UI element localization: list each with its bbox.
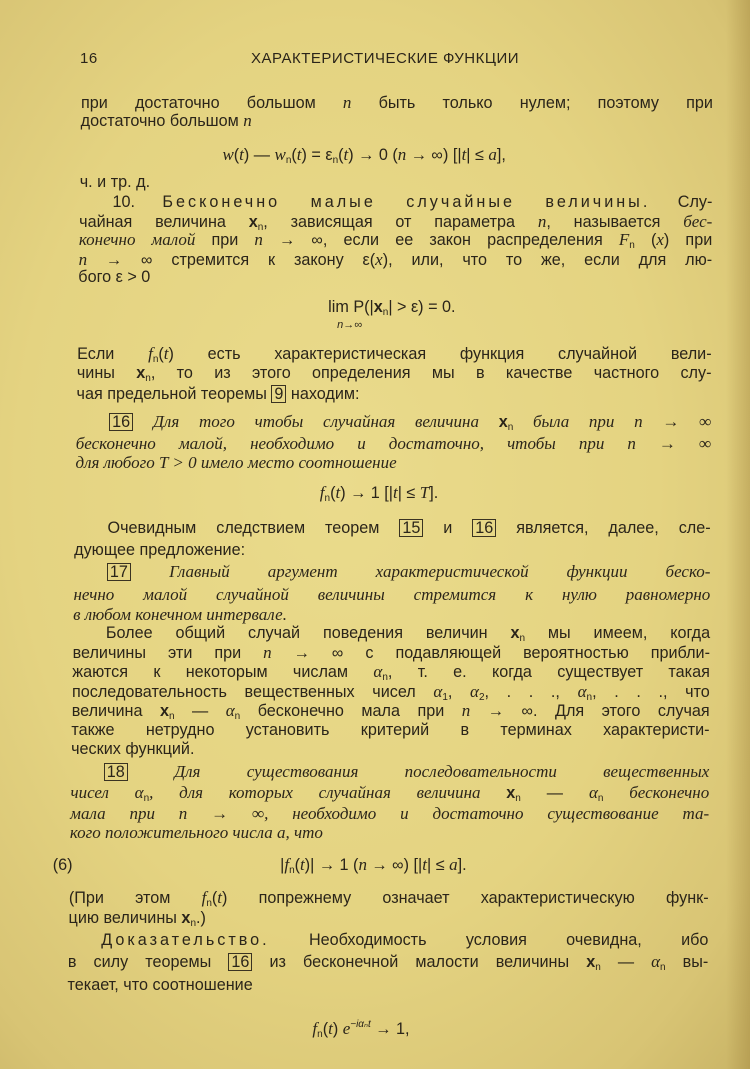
text-run: чайная величина	[79, 213, 249, 231]
text-line	[75, 453, 711, 473]
text-line	[107, 562, 711, 582]
text-run: ) есть характеристическая функция случайной вели-	[168, 345, 712, 363]
page-number: 16	[80, 50, 98, 67]
text-line	[112, 192, 712, 212]
subscript: n	[234, 711, 241, 722]
text-line	[70, 783, 709, 803]
text-run: Если	[77, 345, 149, 363]
text-run: (	[322, 1020, 329, 1038]
text-line	[109, 412, 711, 432]
text-line	[71, 739, 709, 759]
subscript: n	[206, 898, 212, 909]
text-run: ), или, что то же, если для лю-	[382, 251, 713, 269]
text-run: |	[280, 856, 285, 874]
text-line	[106, 623, 710, 643]
text-run: достаточно большом	[80, 112, 244, 130]
text-run: (	[158, 345, 164, 363]
bold-variable: x	[248, 213, 258, 231]
italic-text: w	[222, 145, 234, 164]
running-header	[0, 50, 750, 70]
subscript: n	[324, 493, 331, 504]
subscript: n	[190, 918, 196, 929]
subscript: n	[332, 155, 339, 166]
italic-text: t	[300, 855, 305, 874]
text-run: ч. и тр. д.	[79, 173, 151, 191]
text-run: бого ε > 0	[78, 268, 151, 286]
italic-text: t	[335, 483, 341, 502]
italic-text: α	[433, 682, 443, 701]
text-run: Очевидным следствием теорем	[107, 519, 400, 537]
text-run: при	[195, 231, 255, 249]
text-run: из бесконечной малости величины	[252, 953, 587, 971]
text-run: → ∞, если ее закон распределения	[262, 231, 619, 249]
bold-variable: x	[510, 624, 520, 642]
italic-text: , для которых случайная величина	[149, 783, 507, 802]
text-line	[78, 267, 712, 287]
italic-text: кого положительного числа a, что	[69, 823, 323, 842]
text-run: ],	[496, 146, 506, 164]
text-line	[79, 230, 712, 250]
text-run: | ≤	[427, 856, 450, 874]
text-run: вы-	[665, 953, 709, 971]
subscript: n	[382, 307, 389, 318]
text-run: .)	[196, 909, 206, 927]
text-run: Более общий случай поведения величин	[105, 624, 511, 642]
text-line	[81, 93, 713, 113]
italic-text: n	[263, 643, 272, 662]
text-line	[69, 908, 709, 928]
text-run: (	[330, 484, 336, 502]
text-run: ].	[457, 856, 467, 874]
theorem-reference: 16	[109, 413, 133, 431]
italic-text: чисел α	[70, 783, 144, 802]
italic-text: α	[651, 952, 661, 971]
text-run	[131, 563, 169, 581]
theorem-reference: 15	[399, 519, 423, 537]
text-run: | ≤	[397, 484, 420, 502]
bold-variable: x	[506, 784, 516, 802]
text-line	[76, 434, 711, 454]
text-run: (	[294, 856, 301, 874]
italic-text: конечно малой	[78, 230, 196, 249]
subscript: n	[145, 373, 151, 384]
display-formula	[0, 145, 739, 165]
superscript: −iαₙt	[350, 1019, 371, 1030]
text-run: чины	[76, 364, 137, 382]
bold-variable: x	[498, 413, 508, 431]
text-run: (	[233, 146, 240, 164]
italic-text: α	[577, 682, 587, 701]
text-run: находим:	[286, 385, 360, 403]
italic-text: для любого T > 0 имело место соотношение	[75, 453, 397, 472]
text-line	[73, 643, 710, 663]
italic-text: F	[618, 230, 630, 249]
italic-text: a	[449, 855, 458, 874]
text-line	[77, 384, 712, 404]
text-run: последовательность вещественных чисел	[71, 683, 434, 701]
italic-text: Для того чтобы случайная величина	[153, 412, 499, 431]
subscript: n	[317, 1029, 323, 1040]
bold-variable: x	[159, 702, 169, 720]
text-line	[73, 605, 710, 625]
text-run: , т. е. когда существует такая	[387, 663, 710, 681]
text-run: цию величины	[68, 909, 182, 927]
theorem-reference: 16	[472, 519, 496, 537]
text-line	[73, 585, 710, 605]
theorem-reference: 18	[104, 763, 128, 781]
italic-text: t	[392, 483, 398, 502]
text-run: —	[520, 784, 589, 802]
text-run: | ≤	[466, 146, 489, 164]
text-run: ) при	[663, 231, 713, 249]
italic-text: w	[274, 145, 286, 164]
text-run: → ∞. Для этого случая	[470, 702, 710, 720]
italic-text: бесконечно	[603, 783, 710, 802]
display-formula	[0, 313, 725, 333]
italic-text: f	[201, 888, 207, 907]
text-line	[71, 720, 709, 740]
text-run	[133, 413, 153, 431]
text-run: —	[174, 702, 226, 720]
text-run: ].	[429, 484, 439, 502]
subscript: n	[507, 422, 514, 433]
italic-text: n	[243, 111, 252, 130]
italic-text: в любом конечном интервале.	[73, 605, 287, 624]
italic-text: t	[163, 344, 169, 363]
text-run: → 1,	[370, 1020, 410, 1038]
text-run: дующее предложение:	[74, 541, 246, 559]
text-line	[70, 804, 709, 824]
text-run: (	[211, 889, 218, 907]
italic-text: n	[254, 230, 263, 249]
text-line	[101, 930, 708, 950]
text-run: , зависящая от параметра	[263, 213, 538, 231]
text-run: , . . ., что	[592, 683, 710, 701]
text-line	[79, 212, 712, 232]
italic-text: мала при n → ∞, необходимо и достаточно существование та-	[70, 804, 710, 823]
subscript: n	[595, 962, 601, 973]
text-line	[104, 762, 710, 782]
text-run: ) → 1 [|	[340, 484, 393, 502]
subscript: n	[168, 711, 175, 722]
text-run: Необходимость условия очевидна, ибо	[269, 931, 709, 949]
text-line	[77, 344, 711, 364]
text-run	[128, 763, 175, 781]
theorem-reference: 9	[271, 385, 286, 403]
spaced-heading: Доказательство.	[101, 931, 270, 949]
italic-text: t	[422, 855, 427, 874]
subscript: n	[285, 155, 292, 166]
text-line	[68, 952, 708, 972]
italic-text: x	[375, 250, 383, 269]
text-line	[72, 662, 710, 682]
subscript: n	[660, 962, 666, 973]
italic-text: бес-	[683, 212, 713, 231]
text-run: , то из этого определения мы в качестве частного слу-	[150, 364, 712, 382]
italic-text: n	[397, 145, 407, 164]
italic-text: α	[588, 783, 598, 802]
italic-text: x	[656, 230, 664, 249]
chapter-title: ХАРАКТЕРИСТИЧЕСКИЕ ФУНКЦИИ	[251, 50, 519, 67]
italic-text: Главный аргумент характеристической функции беско-	[169, 562, 711, 581]
text-run: ) попрежнему означает характеристическую функ-	[222, 889, 709, 907]
text-run: ческих функций.	[71, 740, 195, 758]
italic-text: f	[284, 855, 290, 874]
theorem-reference: 16	[228, 953, 252, 971]
text-run: величины эти при	[72, 644, 264, 662]
text-run: → ∞) [|	[366, 856, 423, 874]
italic-text: T	[419, 483, 430, 502]
text-run: текает, что соотношение	[67, 976, 253, 994]
text-run: —	[600, 953, 652, 971]
text-run: ) —	[243, 146, 275, 164]
bold-variable: x	[181, 909, 191, 927]
italic-text: α	[470, 682, 479, 701]
text-run: бесконечно мала при	[240, 702, 462, 720]
text-run: величина	[71, 702, 160, 720]
italic-text: α	[373, 662, 383, 681]
text-run: жаются к некоторым числам	[72, 663, 374, 681]
text-run: в силу теоремы	[67, 953, 229, 971]
text-line	[68, 975, 709, 995]
limit-subscript: n→∞	[337, 319, 363, 331]
text-line	[69, 888, 709, 908]
text-run: ) = ε	[301, 146, 333, 164]
text-run: мы имеем, когда	[525, 624, 711, 642]
text-line	[77, 363, 712, 383]
text-run: )| → 1 (	[304, 856, 359, 874]
text-line	[72, 701, 710, 721]
text-run: , называется	[546, 213, 684, 231]
italic-text: была при n → ∞	[513, 412, 712, 431]
text-run: lim P(|	[328, 298, 374, 316]
display-formula	[4, 483, 750, 503]
text-run: (При этом	[68, 889, 202, 907]
subscript: n	[597, 793, 604, 804]
text-run: | > ε) = 0.	[388, 298, 456, 316]
italic-text: n	[358, 855, 367, 874]
subscript: n	[143, 793, 150, 804]
text-run: (	[291, 146, 297, 164]
italic-text: t	[217, 888, 223, 907]
text-run: → ∞ с подавляющей вероятностью прибли-	[271, 644, 710, 662]
italic-text: n	[78, 250, 88, 269]
equation-label: (6)	[52, 856, 73, 874]
italic-text: t	[239, 145, 244, 164]
text-run: , . . .,	[484, 683, 578, 701]
display-formula	[0, 1015, 736, 1040]
text-run: 10.	[112, 193, 163, 211]
text-run: быть только нулем; поэтому при	[351, 94, 713, 112]
italic-text: f	[148, 344, 153, 363]
subscript: n	[289, 865, 295, 876]
subscript: n	[586, 692, 593, 703]
italic-text: бесконечно малой, необходимо и достаточно, чтобы при n → ∞	[75, 434, 712, 453]
text-run: ) → 0 (	[348, 146, 398, 164]
bold-variable: x	[373, 298, 383, 316]
subscript: n	[519, 633, 526, 644]
text-run: и	[423, 519, 473, 537]
text-line	[72, 682, 710, 702]
text-run: при достаточно большом	[80, 94, 343, 112]
italic-text: t	[328, 1019, 333, 1038]
subscript: 1	[442, 692, 448, 703]
text-run: )	[332, 1020, 343, 1038]
bold-variable: x	[136, 364, 146, 382]
text-line	[81, 111, 713, 131]
theorem-reference: 17	[107, 563, 131, 581]
subscript: n	[257, 222, 264, 233]
text-line	[107, 518, 710, 538]
text-run: является, далее, сле-	[496, 519, 711, 537]
text-line	[70, 823, 709, 843]
subscript: 2	[478, 692, 485, 703]
text-run: → ∞ стремится к закону ε(	[87, 251, 376, 269]
italic-text: f	[319, 483, 325, 502]
bold-variable: x	[586, 953, 596, 971]
italic-text: t	[461, 145, 467, 164]
subscript: n	[382, 672, 388, 683]
text-run: ,	[447, 683, 471, 701]
italic-text: n	[461, 701, 471, 720]
italic-text: a	[488, 145, 497, 164]
text-run: чая предельной теоремы	[76, 385, 272, 403]
subscript: n	[629, 240, 635, 251]
text-run: (	[634, 231, 657, 249]
display-formula	[0, 855, 748, 875]
text-line	[74, 540, 710, 560]
italic-text: t	[343, 145, 349, 164]
text-run: Слу-	[650, 193, 713, 211]
italic-text: n	[342, 93, 352, 112]
text-run: также нетрудно установить критерий в терминах характеристи-	[71, 721, 710, 739]
italic-text: f	[312, 1019, 318, 1038]
italic-text: Для существования последовательности вещественных	[174, 762, 710, 781]
italic-text: n	[537, 212, 547, 231]
italic-text: t	[296, 145, 302, 164]
text-run: (	[338, 146, 344, 164]
subscript: n	[152, 354, 159, 365]
text-line	[80, 172, 713, 192]
italic-text: α	[225, 701, 235, 720]
italic-text: нечно малой случайной величины стремится к нулю равномерно	[73, 585, 711, 604]
spaced-heading: Бесконечно малые случайные величины.	[162, 193, 651, 211]
italic-text: e	[342, 1019, 351, 1038]
text-run: → ∞) [|	[406, 146, 462, 164]
subscript: n	[515, 793, 521, 804]
